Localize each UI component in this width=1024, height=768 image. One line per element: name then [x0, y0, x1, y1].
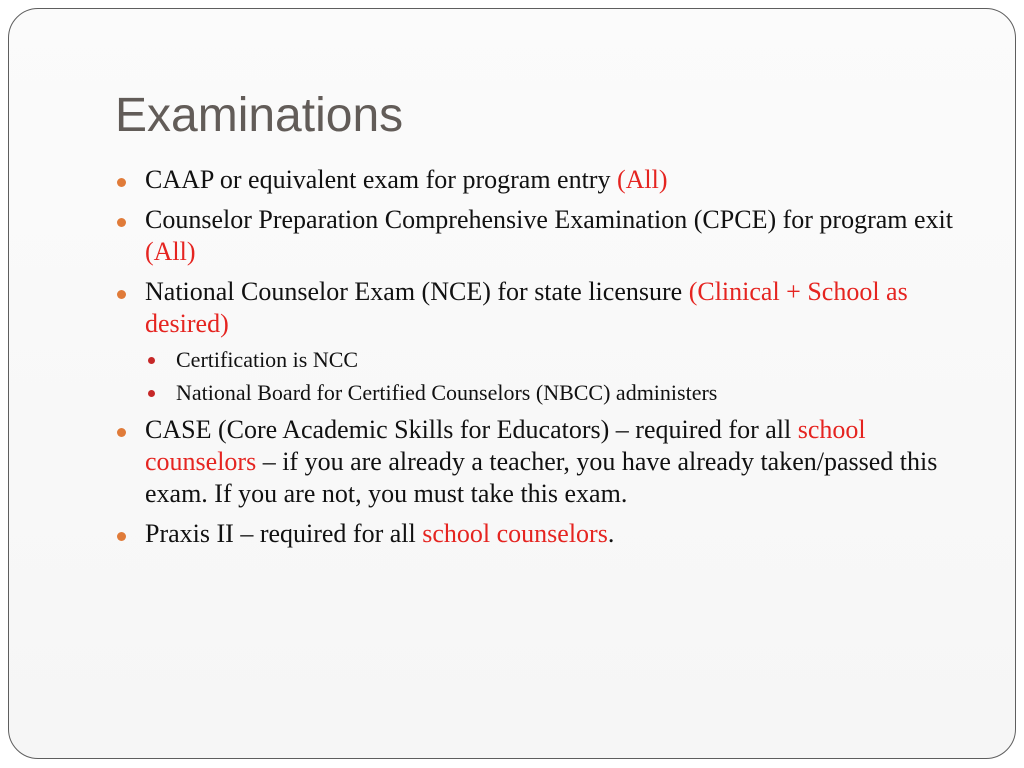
- bullet-highlight: (All): [145, 237, 196, 266]
- bullet-highlight: school counselors: [145, 415, 866, 476]
- slide: [8, 8, 1016, 759]
- bullet-highlight: (All): [616, 165, 668, 194]
- sub-bullet-nbcc: [146, 379, 955, 406]
- sub-bullet-certification: [146, 346, 955, 373]
- bullet-nce: [115, 276, 955, 340]
- sub-bullet-text: National Board for Certified Counselors (NBCC) administers: [176, 380, 718, 405]
- sub-bullet-text: Certification is NCC: [176, 347, 359, 372]
- bullet-cpce: [115, 204, 955, 268]
- bullet-text-after: – if you are already a teacher, you have already taken/passed this exam. If you are not, you must take this exam.: [145, 447, 938, 508]
- slide-content: [115, 164, 955, 550]
- bullet-highlight: school counselors: [422, 519, 608, 548]
- bullet-caap: [115, 164, 955, 196]
- slide-title: Examinations: [115, 89, 404, 142]
- bullet-text: CASE (Core Academic Skills for Educators) – required for all: [145, 415, 798, 444]
- bullet-praxis: [115, 518, 955, 550]
- bullet-text: National Counselor Exam (NCE) for state licensure: [145, 277, 689, 306]
- bullet-case: [115, 414, 955, 510]
- bullet-highlight: (Clinical + School as desired): [145, 277, 908, 338]
- bullet-text-after: .: [607, 519, 615, 548]
- bullet-text: Counselor Preparation Comprehensive Examination (CPCE) for program exit: [145, 205, 953, 234]
- bullet-text: CAAP or equivalent exam for program entry: [145, 165, 617, 194]
- bullet-text: Praxis II – required for all: [145, 519, 423, 548]
